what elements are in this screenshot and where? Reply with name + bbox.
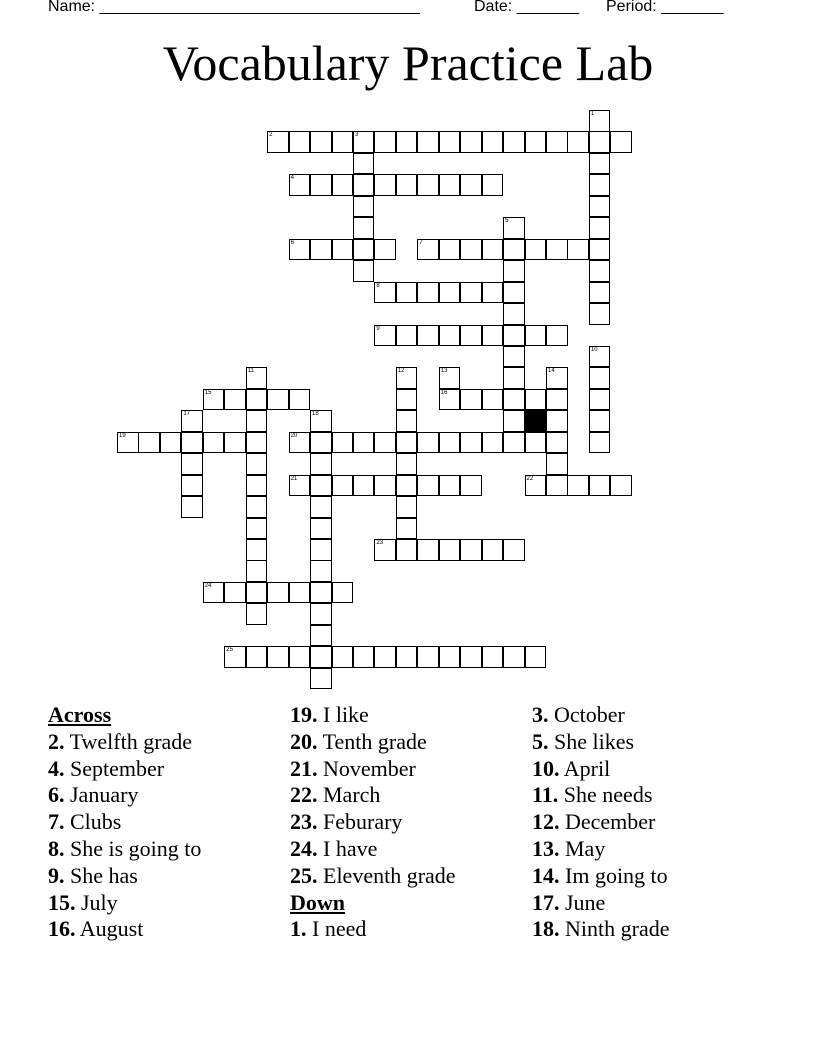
crossword-cell[interactable] — [374, 475, 396, 497]
crossword-cell[interactable] — [525, 646, 547, 668]
clue-text: I need — [306, 916, 367, 942]
crossword-cell[interactable] — [460, 131, 482, 153]
crossword-cell[interactable] — [503, 410, 525, 432]
crossword-cell[interactable] — [396, 432, 418, 454]
crossword-cell[interactable] — [181, 475, 203, 497]
crossword-cell[interactable] — [246, 582, 268, 604]
crossword-cell[interactable] — [589, 196, 611, 218]
clue-text: She has — [64, 862, 138, 888]
crossword-cell[interactable] — [417, 539, 439, 561]
clue-item — [290, 702, 456, 729]
crossword-cell[interactable] — [353, 153, 375, 175]
crossword-cell[interactable] — [310, 432, 332, 454]
clue-number: 4. — [48, 755, 65, 781]
clue-item — [48, 729, 201, 756]
crossword-cell[interactable] — [246, 432, 268, 454]
cell-number: 9 — [376, 325, 380, 332]
clue-number: 13. — [532, 835, 560, 861]
clue-number: 14. — [532, 862, 560, 888]
cell-number: 4 — [290, 175, 294, 182]
crossword-cell[interactable] — [396, 410, 418, 432]
crossword-cell[interactable] — [396, 518, 418, 540]
crossword-cell[interactable] — [310, 668, 332, 690]
crossword-cell[interactable] — [589, 217, 611, 239]
crossword-cell[interactable] — [224, 582, 246, 604]
crossword-cell[interactable] — [310, 518, 332, 540]
crossword-cell[interactable] — [525, 239, 547, 261]
crossword-cell[interactable] — [460, 325, 482, 347]
crossword-cell[interactable] — [181, 432, 203, 454]
clue-item — [532, 890, 669, 917]
crossword-cell[interactable] — [332, 174, 354, 196]
crossword-cell[interactable] — [525, 389, 547, 411]
crossword-cell[interactable] — [503, 282, 525, 304]
crossword-cell[interactable] — [417, 131, 439, 153]
crossword-cell[interactable] — [482, 325, 504, 347]
crossword-cell[interactable] — [439, 646, 461, 668]
clue-number: 18. — [532, 916, 560, 942]
crossword-cell[interactable] — [482, 131, 504, 153]
crossword-cell[interactable] — [289, 389, 311, 411]
crossword-cell[interactable] — [546, 131, 568, 153]
crossword-cell[interactable] — [439, 131, 461, 153]
cell-number: 25 — [226, 647, 233, 654]
crossword-cell[interactable] — [503, 131, 525, 153]
crossword-cell[interactable] — [610, 131, 632, 153]
clue-number: 24. — [290, 835, 318, 861]
crossword-cell[interactable] — [374, 646, 396, 668]
clue-text: Ninth grade — [559, 916, 670, 942]
cell-number: 24 — [204, 582, 212, 589]
crossword-cell[interactable] — [310, 496, 332, 518]
clue-item — [48, 916, 201, 943]
cell-number: 23 — [376, 540, 384, 546]
cell-number: 22 — [526, 475, 534, 482]
clue-text: She needs — [558, 782, 653, 808]
clue-item — [532, 729, 669, 756]
cell-number: 6 — [290, 239, 294, 246]
crossword-cell[interactable] — [460, 646, 482, 668]
clue-item — [48, 836, 201, 863]
crossword-cell[interactable] — [439, 174, 461, 196]
crossword-cell[interactable] — [246, 646, 268, 668]
crossword-cell[interactable] — [482, 646, 504, 668]
crossword-cell[interactable] — [246, 410, 268, 432]
crossword-cell[interactable] — [503, 367, 525, 389]
clue-text: Tenth grade — [317, 728, 427, 754]
clue-number: 6. — [48, 782, 65, 808]
crossword-cell[interactable] — [246, 453, 268, 475]
clue-number: 19. — [290, 702, 318, 727]
clue-column-3 — [532, 702, 669, 943]
crossword-cell[interactable] — [439, 282, 461, 304]
crossword-cell[interactable] — [353, 260, 375, 282]
crossword-cell[interactable] — [396, 131, 418, 153]
clue-number: 11. — [532, 782, 559, 808]
crossword-cell[interactable] — [310, 239, 332, 261]
crossword-cell[interactable] — [246, 518, 268, 540]
crossword-cell[interactable] — [482, 539, 504, 561]
clue-text: Feburary — [317, 809, 403, 835]
crossword-cell[interactable] — [567, 475, 589, 497]
clue-item — [532, 756, 669, 783]
clue-number: 8. — [48, 835, 65, 861]
cell-number: 21 — [290, 475, 298, 482]
crossword-cell[interactable] — [181, 496, 203, 518]
clue-item — [290, 916, 456, 943]
clue-heading: Down — [290, 889, 346, 915]
cell-number: 7 — [419, 239, 423, 246]
crossword-cell[interactable] — [589, 303, 611, 325]
clue-text: January — [64, 782, 139, 808]
crossword-cell[interactable] — [503, 260, 525, 282]
clue-heading: Across — [48, 702, 112, 727]
crossword-cell[interactable] — [503, 346, 525, 368]
crossword-cell[interactable] — [482, 389, 504, 411]
clue-number: 22. — [290, 782, 318, 808]
clue-number: 23. — [290, 809, 318, 835]
clue-text: Im going to — [559, 862, 668, 888]
crossword-cell[interactable] — [460, 389, 482, 411]
crossword-cell[interactable] — [310, 560, 332, 582]
cell-number: 5 — [505, 218, 509, 225]
clue-item — [290, 782, 456, 809]
crossword-cell[interactable] — [417, 475, 439, 497]
clue-text: June — [559, 889, 606, 915]
clue-item — [532, 863, 669, 890]
crossword-cell[interactable] — [546, 325, 568, 347]
crossword-cell[interactable] — [267, 389, 289, 411]
crossword-cell[interactable] — [589, 367, 611, 389]
clue-item — [532, 809, 669, 836]
clue-item — [290, 729, 456, 756]
crossword-cell[interactable] — [160, 432, 182, 454]
crossword-cell[interactable] — [289, 582, 311, 604]
crossword-cell[interactable] — [396, 174, 418, 196]
cell-number: 1 — [590, 111, 595, 117]
clue-item — [532, 702, 669, 729]
crossword-cell[interactable] — [353, 196, 375, 218]
period-field[interactable]: Period: _______ — [606, 0, 724, 15]
clue-text: July — [75, 889, 118, 915]
crossword-cell[interactable] — [353, 239, 375, 261]
crossword-cell[interactable] — [396, 282, 418, 304]
cell-number: 2 — [269, 132, 273, 139]
crossword-cell[interactable] — [310, 174, 332, 196]
crossword-cell[interactable] — [310, 603, 332, 625]
crossword-cell[interactable] — [374, 174, 396, 196]
crossword-cell[interactable] — [246, 389, 268, 411]
clue-number: 9. — [48, 862, 65, 888]
crossword-cell[interactable] — [267, 582, 289, 604]
clue-text: She is going to — [64, 835, 202, 861]
crossword-cell[interactable] — [589, 432, 611, 454]
cell-number: 3 — [354, 132, 359, 139]
crossword-cell[interactable] — [567, 239, 589, 261]
crossword-cell[interactable] — [310, 475, 332, 497]
crossword-cell[interactable] — [396, 389, 418, 411]
crossword-cell[interactable] — [374, 131, 396, 153]
crossword-cell[interactable] — [224, 432, 246, 454]
crossword-cell[interactable] — [460, 432, 482, 454]
page-title: Vocabulary Practice Lab — [162, 35, 654, 91]
crossword-cell[interactable] — [589, 153, 611, 175]
crossword-cell[interactable] — [525, 432, 547, 454]
crossword-cell[interactable] — [353, 217, 375, 239]
crossword-cell[interactable] — [589, 131, 611, 153]
crossword-cell[interactable] — [396, 539, 418, 561]
crossword-cell[interactable] — [224, 389, 246, 411]
date-field[interactable]: Date: _______ — [474, 0, 579, 15]
crossword-cell[interactable] — [310, 625, 332, 647]
clue-item — [48, 809, 201, 836]
crossword-cell[interactable] — [546, 389, 568, 411]
clue-text: I have — [317, 835, 378, 861]
crossword-cell[interactable] — [289, 131, 311, 153]
crossword-cell[interactable] — [460, 239, 482, 261]
crossword-cell[interactable] — [353, 646, 375, 668]
clue-text: Twelfth grade — [64, 728, 193, 754]
crossword-cell[interactable] — [546, 453, 568, 475]
crossword-cell[interactable] — [396, 475, 418, 497]
crossword-cell[interactable] — [246, 560, 268, 582]
cell-number: 20 — [290, 432, 298, 439]
crossword-cell[interactable] — [503, 432, 525, 454]
crossword-cell[interactable] — [417, 432, 439, 454]
clue-text: September — [64, 755, 165, 781]
clue-number: 21. — [290, 755, 318, 781]
crossword-cell[interactable] — [460, 282, 482, 304]
crossword-cell[interactable] — [267, 646, 289, 668]
cell-number: 16 — [440, 389, 448, 396]
crossword-cell[interactable] — [589, 475, 611, 497]
clue-text: November — [317, 755, 416, 781]
clue-item — [290, 756, 456, 783]
crossword-cell[interactable] — [589, 260, 611, 282]
clue-number: 20. — [290, 728, 318, 754]
crossword-cell[interactable] — [396, 646, 418, 668]
crossword-cell[interactable] — [503, 539, 525, 561]
cell-number: 11 — [247, 368, 254, 375]
clue-text: May — [559, 835, 606, 861]
crossword-cell[interactable] — [546, 410, 568, 432]
clue-item — [290, 863, 456, 890]
clue-text: Clubs — [64, 809, 122, 835]
crossword-cell[interactable] — [589, 174, 611, 196]
clue-number: 17. — [532, 889, 560, 915]
clue-item — [48, 782, 201, 809]
crossword-cell[interactable] — [332, 432, 354, 454]
crossword-cell[interactable] — [503, 646, 525, 668]
cell-number: 17 — [183, 411, 191, 418]
crossword-cell[interactable] — [332, 646, 354, 668]
cell-number: 15 — [204, 389, 212, 396]
crossword-cell[interactable] — [332, 582, 354, 604]
clue-item — [48, 890, 201, 917]
crossword-cell[interactable] — [525, 325, 547, 347]
clue-text: She likes — [548, 728, 635, 754]
crossword-cell[interactable] — [503, 325, 525, 347]
crossword-cell[interactable] — [417, 646, 439, 668]
crossword-cell[interactable] — [310, 646, 332, 668]
crossword-cell[interactable] — [353, 174, 375, 196]
cell-number: 19 — [119, 432, 126, 439]
crossword-cell[interactable] — [246, 475, 268, 497]
clue-number: 10. — [532, 755, 560, 781]
crossword-cell[interactable] — [460, 174, 482, 196]
cell-number: 13 — [440, 368, 448, 375]
clue-text: Eleventh grade — [317, 862, 456, 888]
crossword-cell[interactable] — [503, 303, 525, 325]
crossword-cell[interactable] — [503, 389, 525, 411]
crossword-cell[interactable] — [439, 432, 461, 454]
crossword-cell[interactable] — [439, 539, 461, 561]
crossword-cell[interactable] — [289, 646, 311, 668]
clue-item — [290, 836, 456, 863]
clue-number: 12. — [532, 809, 560, 835]
clue-text: December — [559, 809, 656, 835]
clue-item — [532, 836, 669, 863]
crossword-cell[interactable] — [589, 282, 611, 304]
crossword-cell[interactable] — [138, 432, 160, 454]
clue-item — [290, 809, 456, 836]
clue-column-1 — [48, 702, 201, 943]
crossword-cell[interactable] — [439, 239, 461, 261]
clue-item — [48, 756, 201, 783]
clue-number: 15. — [48, 889, 76, 915]
cell-number: 12 — [397, 368, 405, 375]
crossword-cell[interactable] — [417, 282, 439, 304]
crossword-cell[interactable] — [439, 325, 461, 347]
clue-number: 5. — [532, 728, 549, 754]
clue-text: March — [317, 782, 381, 808]
clue-item — [532, 782, 669, 809]
blocked-cell — [525, 410, 547, 432]
crossword-cell[interactable] — [460, 475, 482, 497]
crossword-cell[interactable] — [546, 239, 568, 261]
name-field[interactable]: Name: ____________________________________ — [48, 0, 420, 15]
crossword-cell[interactable] — [396, 496, 418, 518]
crossword-cell[interactable] — [439, 475, 461, 497]
crossword-cell[interactable] — [460, 539, 482, 561]
crossword-cell[interactable] — [589, 239, 611, 261]
crossword-cell[interactable] — [332, 475, 354, 497]
clue-item — [532, 916, 669, 943]
crossword-cell[interactable] — [310, 131, 332, 153]
crossword-cell[interactable] — [246, 539, 268, 561]
crossword-cell[interactable] — [332, 239, 354, 261]
clue-item — [48, 863, 201, 890]
crossword-cell[interactable] — [546, 475, 568, 497]
clue-column-2 — [290, 702, 456, 943]
crossword-cell[interactable] — [482, 174, 504, 196]
crossword-cell[interactable] — [546, 432, 568, 454]
crossword-cell[interactable] — [353, 475, 375, 497]
crossword-cell[interactable] — [503, 239, 525, 261]
clue-text: I like — [317, 702, 369, 727]
crossword-cell[interactable] — [589, 389, 611, 411]
clue-text: August — [75, 916, 144, 942]
crossword-cell[interactable] — [332, 131, 354, 153]
clue-text: April — [559, 755, 611, 781]
crossword-cell[interactable] — [610, 475, 632, 497]
crossword-cell[interactable] — [567, 131, 589, 153]
crossword-cell[interactable] — [417, 325, 439, 347]
crossword-cell[interactable] — [417, 174, 439, 196]
clue-number: 7. — [48, 809, 65, 835]
cell-number: 14 — [548, 368, 555, 375]
crossword-cell[interactable] — [374, 432, 396, 454]
clue-number: 25. — [290, 862, 318, 888]
crossword-cell[interactable] — [482, 282, 504, 304]
crossword-cell[interactable] — [482, 432, 504, 454]
clue-number: 1. — [290, 916, 307, 942]
crossword-cell[interactable] — [396, 325, 418, 347]
crossword-cell[interactable] — [310, 582, 332, 604]
crossword-cell[interactable] — [482, 239, 504, 261]
crossword-cell[interactable] — [310, 539, 332, 561]
clue-text: October — [548, 702, 625, 727]
clue-number: 16. — [48, 916, 76, 942]
crossword-cell[interactable] — [246, 496, 268, 518]
crossword-cell[interactable] — [374, 239, 396, 261]
cell-number: 8 — [376, 282, 380, 289]
crossword-cell[interactable] — [589, 410, 611, 432]
clue-number: 3. — [532, 702, 549, 727]
crossword-cell[interactable] — [203, 432, 225, 454]
crossword-cell[interactable] — [525, 131, 547, 153]
clue-number: 2. — [48, 728, 65, 754]
crossword-cell[interactable] — [246, 603, 268, 625]
crossword-cell[interactable] — [396, 453, 418, 475]
crossword-cell[interactable] — [310, 453, 332, 475]
cell-number: 10 — [590, 346, 598, 353]
cell-number: 18 — [312, 411, 319, 418]
crossword-cell[interactable] — [181, 453, 203, 475]
crossword-cell[interactable] — [353, 432, 375, 454]
